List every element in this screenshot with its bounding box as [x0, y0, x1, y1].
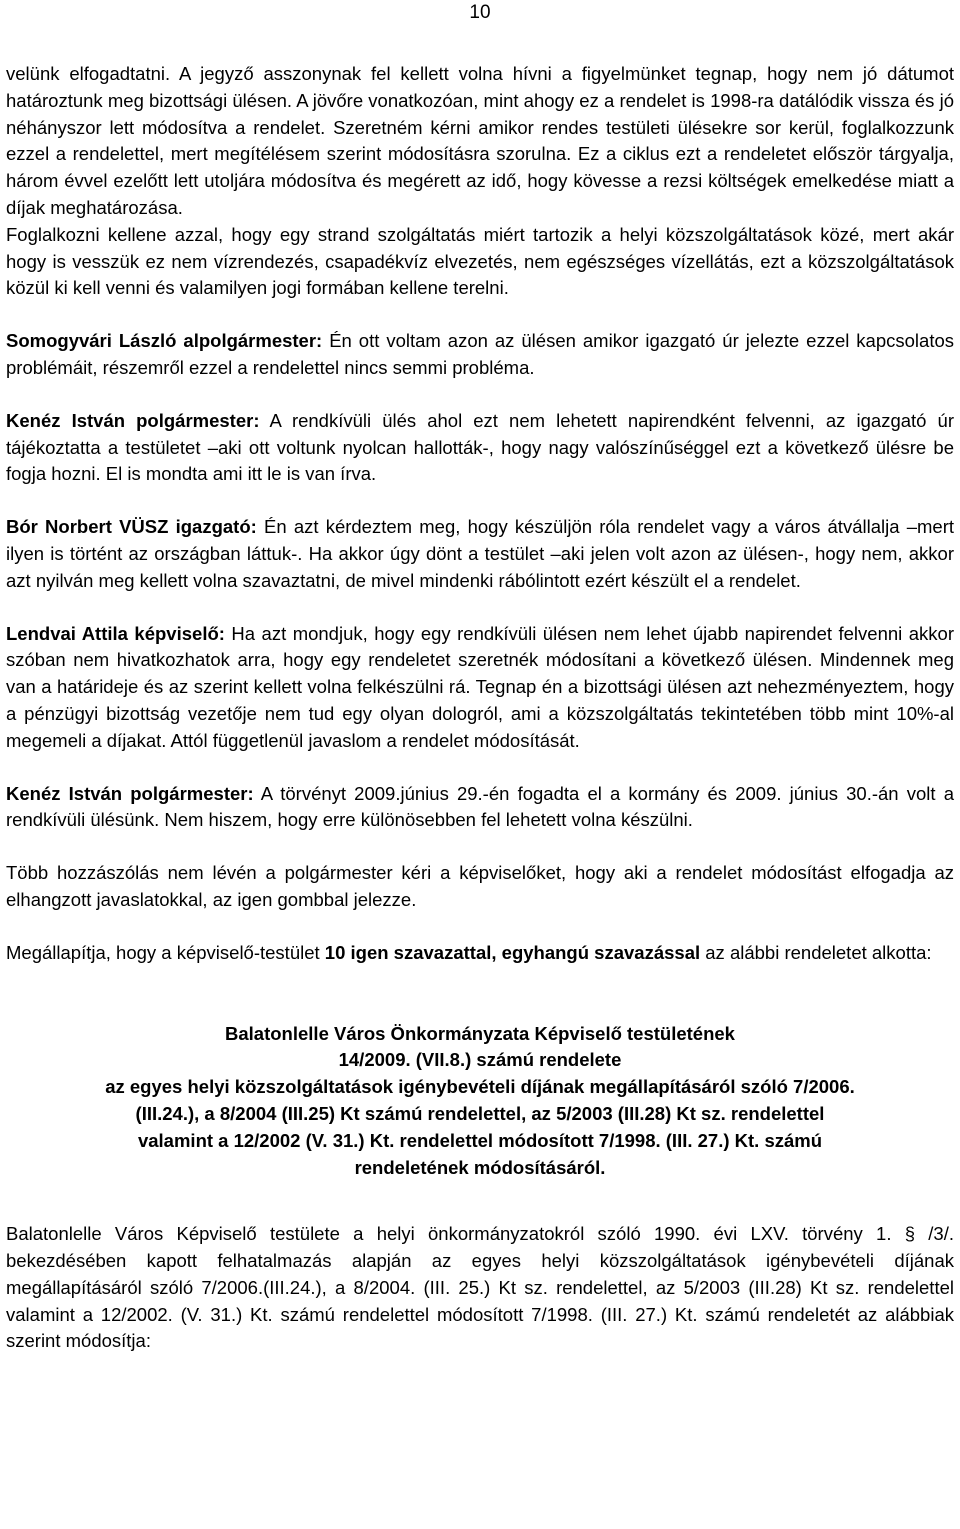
speaker-name: Lendvai Attila képviselő: [6, 622, 225, 644]
paragraph-somogyvari [6, 328, 954, 382]
speaker-name: Somogyvári László alpolgármester: [6, 330, 323, 352]
vote-result-pre: Megállapítja, hogy a képviselő-testület [6, 941, 325, 963]
paragraph-vote-result [6, 940, 954, 967]
paragraph-lendvai [6, 621, 954, 755]
speech-text: Én ott voltam azon az ülésen amikor igazgató úr jelezte ezzel kapcsolatos problémáit, részemről ezzel a rendelettel nincs semmi probléma. [6, 330, 955, 378]
document-body [6, 61, 954, 1355]
speech-text: A törvényt 2009.június 29.-én fogadta el a kormány és 2009. június 30.-án volt a rendkívüli ülésünk. Nem hiszem, hogy erre különösebben fel lehetett volna készülni. [6, 782, 954, 831]
paragraph-bor [6, 514, 954, 594]
paragraph-strand: Foglalkozni kellene azzal, hogy egy strand szolgáltatás miért tartozik a helyi közszolgáltatások közé, mert akár hogy is vesszük ez nem vízrendezés, csapadékvíz elvezetés, nem egészséges vízellátás, ezt a közszolgáltatások közül ki kell venni és valamilyen jogi formában kellene terelni. [6, 223, 954, 299]
speaker-name: Bór Norbert VÜSZ igazgató: [6, 516, 257, 538]
speaker-name: Kenéz István polgármester: [6, 782, 254, 804]
paragraph-kenez-1 [6, 408, 954, 488]
ordinance-title-line: rendeletének módosításáról. [354, 1156, 606, 1178]
ordinance-title-line: valamint a 12/2002 (V. 31.) Kt. rendelettel módosított 7/1998. (III. 27.) Kt. számú [137, 1129, 823, 1151]
vote-result-post: az alábbi rendeletet alkotta: [700, 941, 932, 963]
speech-text: Ha azt mondjuk, hogy egy rendkívüli ülésen nem lehet újabb napirendet felvenni akkor szóban nem hivatkozhatok arra, hogy egy rendeletet szeretnék módosítani a következő ülésen. Mindennek meg van a határideje és az szerint kellett volna felkészülni rá. Tegnap én a bizottsági ülésen azt nehezményeztem, hogy a pénzügyi bizottság vezetője nem tud egy olyan dologról, ami a közszolgáltatás tekintetében több mint 10%-al megemeli a díjakat. Attól függetlenül javaslom a rendelet módosítását. [6, 622, 954, 751]
page-number: 10 [469, 2, 491, 23]
paragraph-vote-request: Több hozzászólás nem lévén a polgármester kéri a képviselőket, hogy aki a rendelet módosítást elfogadja az elhangzott javaslatokkal, az igen gombbal jelezze. [6, 862, 954, 910]
ordinance-title-line: (III.24.), a 8/2004 (III.25) Kt számú rendelettel, az 5/2003 (III.28) Kt sz. rendelettel [135, 1102, 825, 1124]
ordinance-title-line: az egyes helyi közszolgáltatások igénybevételi díjának megállapításáról szóló 7/2006. [105, 1076, 855, 1098]
ordinance-title-line: 14/2009. (VII.8.) számú rendelete [338, 1049, 622, 1071]
ordinance-title-line: Balatonlelle Város Önkormányzata Képviselő testületének [225, 1022, 735, 1044]
speaker-name: Kenéz István polgármester: [6, 409, 260, 431]
speech-text: A rendkívüli ülés ahol ezt nem lehetett napirendként felvenni, az igazgató úr tájékoztatta a testületet –aki ott voltunk nyolcan hallották-, hogy nagy valószínűséggel ezt a következő ülésre be fogja hozni. El is mondta ami itt le is van írva. [6, 409, 954, 485]
speech-text: Én azt kérdeztem meg, hogy készüljön róla rendelet vagy a város átvállalja –mert ilyen is történt az országban láttuk-. Ha akkor úgy dönt a testület –aki jelen volt azon az ülésen-, hogy nem, akkor azt nyilván meg kellett volna szavaztatni, de mivel mindenki rábólintott ezért készült el a rendelet. [6, 516, 954, 591]
paragraph-intro: velünk elfogadtatni. A jegyző asszonynak fel kellett volna hívni a figyelmünket tegnap, hogy nem jó dátumot határoztunk meg bizottsági ülésen. A jövőre vonatkozóan, mint ahogy ez a rendelet is 1998-ra datálódik vissza és jó néhányszor lett módosítva a rendelet. Szeretném kérni amikor rendes testületi ülésekre sor kerül, foglalkozzunk ezzel a rendelettel, mert megítélésem szerint módosításra szorulna. Ez a ciklus ezt a rendeletet először tárgyalja, három évvel ezelőtt lett utoljára módosítva és megérett az idő, hogy kövesse a rezsi költségek emelkedése miatt a díjak meghatározása. [6, 63, 954, 218]
paragraph-enacting-clause: Balatonlelle Város Képviselő testülete a helyi önkormányzatokról szóló 1990. évi LXV. törvény 1. § /3/. bekezdésében kapott felhatalmazás alapján az egyes helyi közszolgáltatások igénybevételi díjának megállapításáról szóló 7/2006.(III.24.), a 8/2004. (III. 25.) Kt sz. rendelettel, az 5/2003 (III.28) Kt sz. rendelettel valamint a 12/2002. (V. 31.) Kt. számú rendelettel módosított 7/1998. (III. 27.) Kt. számú rendeletét az alábbiak szerint módosítja: [6, 1223, 954, 1352]
ordinance-title [6, 1021, 954, 1182]
paragraph-kenez-2 [6, 781, 954, 835]
vote-result-count: 10 igen szavazattal, egyhangú szavazással [324, 941, 701, 963]
